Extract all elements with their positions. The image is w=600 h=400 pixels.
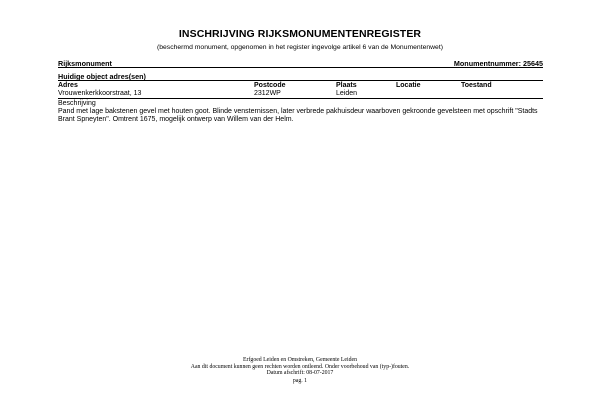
divider-line	[58, 67, 543, 68]
column-header-toestand: Toestand	[461, 82, 492, 89]
column-header-plaats: Plaats	[336, 82, 357, 89]
postcode-cell: 2312WP	[254, 90, 281, 97]
page-number: pag. 1	[292, 378, 308, 384]
table-row	[58, 90, 543, 98]
address-cell: Vrouwenkerkkoorstraat, 13	[58, 90, 142, 97]
page-subtitle: (beschermd monument, opgenomen in het register ingevolge artikel 6 van de Monumentenwet)	[156, 44, 443, 51]
divider-line	[58, 80, 543, 81]
footer-disclaimer: Aan dit document kunnen geen rechten worden ontleend. Onder voorbehoud van (typ-)fouten.	[190, 363, 410, 370]
footer-date: Datum afschrift: 08-07-2017	[266, 370, 334, 376]
description-label: Beschrijving	[58, 100, 96, 107]
page-title: INSCHRIJVING RIJKSMONUMENTENREGISTER	[178, 28, 422, 40]
monument-type-label: Rijksmonument	[58, 59, 112, 68]
divider-line	[58, 98, 543, 99]
address-table-header	[58, 82, 543, 90]
plaats-cell: Leiden	[336, 90, 358, 97]
address-table	[58, 82, 543, 98]
address-section-heading: Huidige object adres(sen)	[58, 72, 146, 81]
description-block	[58, 100, 548, 124]
footer-organization: Erfgoed Leiden en Omstreken, Gemeente Leiden	[243, 357, 357, 363]
monument-number-label: Monumentnummer: 25645	[453, 59, 543, 68]
description-text: Pand met lage bakstenen gevel met houten goot. Blinde vensternissen, later verbrede pakhuisdeur waarboven gekroonde gevelsteen met opschrift "Stadts Brant Spneyten". Omtrent 1675, mogelijk ontwerp van Willem van der Helm.	[58, 108, 538, 123]
column-header-locatie: Locatie	[396, 82, 421, 89]
column-header-postcode: Postcode	[254, 82, 286, 89]
column-header-adres: Adres	[58, 82, 78, 89]
